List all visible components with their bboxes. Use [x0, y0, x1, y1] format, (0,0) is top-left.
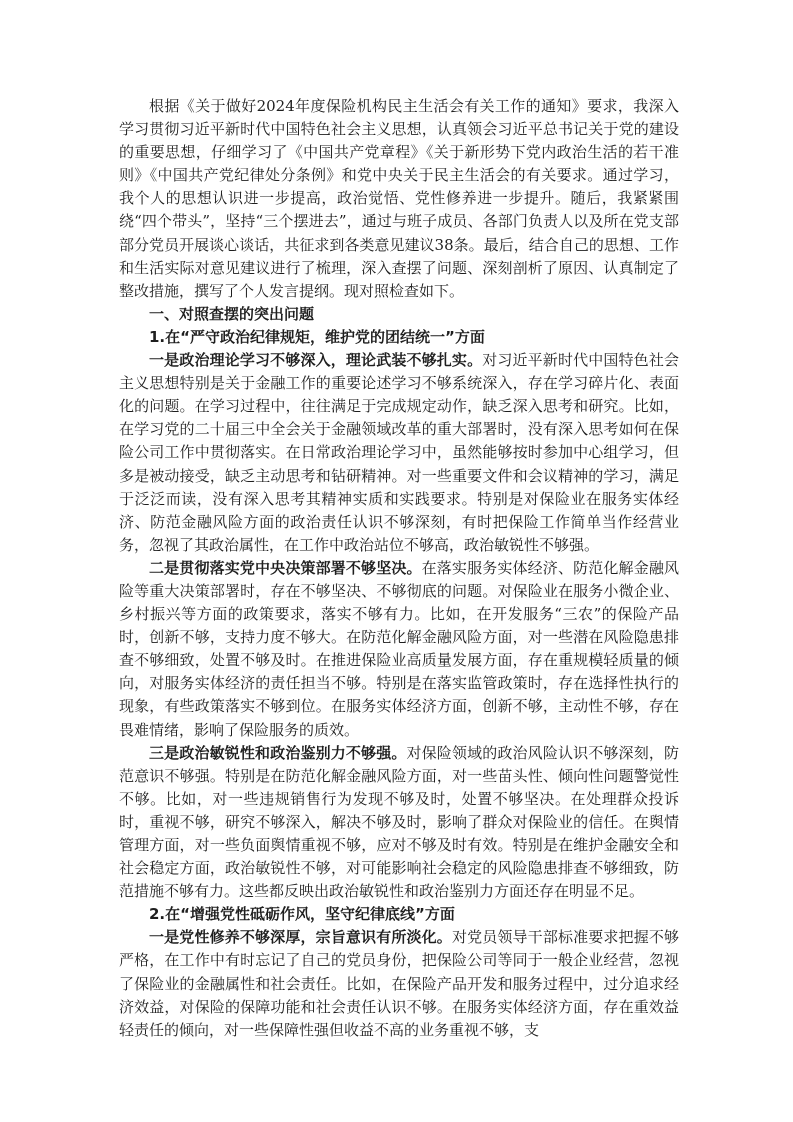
paragraph-2-body: 在落实服务实体经济、防范化解金融风险等重大决策部署时，存在不够坚决、不够彻底的问题。对保险业在服务小微企业、乡村振兴等方面的政策要求，落实不够有力。比如，在开发服务“三农”的保险产品时，创新不够，支持力度不够大。在防范化解金融风险方面，对一些潜在风险隐患排查不够细致，处置不够及时。在推进保险业高质量发展方面，存在重规模轻质量的倾向，对服务实体经济的责任担当不够。特别是在落实监管政策时，存在选择性执行的现象，有些政策落实不够到位。在服务实体经济方面，创新不够，主动性不够，存在畏难情绪，影响了保险服务的质效。: [119, 558, 679, 739]
paragraph-3-lead: 三是政治敏锐性和政治鉴别力不够强。: [149, 743, 407, 762]
paragraph-4-lead: 一是党性修养不够深厚，宗旨意识有所淡化。: [149, 928, 452, 947]
paragraph-3-body: 对保险领域的政治风险认识不够深刻，防范意识不够强。特别是在防范化解金融风险方面，对一些苗头性、倾向性问题警觉性不够。比如，对一些违规销售行为发现不够及时，处置不够坚决。在处理群众投诉时，重视不够，研究不够深入，解决不够及时，影响了群众对保险业的信任。在舆情管理方面，对一些负面舆情重视不够，应对不够及时有效。特别是在维护金融安全和社会稳定方面，政治敏锐性不够，对可能影响社会稳定的风险隐患排查不够细致，防范措施不够有力。这些都反映出政治敏锐性和政治鉴别力方面还存在明显不足。: [119, 743, 679, 901]
paragraph-3: [119, 742, 679, 904]
subsection-title-1: 1.在“严守政治纪律规矩，维护党的团结统一”方面: [149, 327, 485, 346]
document-page: [119, 95, 679, 1042]
paragraph-1-body: 对习近平新时代中国特色社会主义思想特别是关于金融工作的重要论述学习不够系统深入，存在学习碎片化、表面化的问题。在学习过程中，往往满足于完成规定动作，缺乏深入思考和研究。比如，在学习党的二十届三中全会关于金融领域改革的重大部署时，没有深入思考如何在保险公司工作中贯彻落实。在日常政治理论学习中，虽然能够按时参加中心组学习，但多是被动接受，缺乏主动思考和钻研精神。对一些重要文件和会议精神的学习，满足于泛泛而读，没有深入思考其精神实质和实践要求。特别是对保险业在服务实体经济、防范金融风险方面的政治责任认识不够深刻，有时把保险工作简单当作经营业务，忽视了其政治属性，在工作中政治站位不够高，政治敏锐性不够强。: [119, 351, 679, 554]
subsection-title-2: 2.在“增强党性砥砺作风，坚守纪律底线”方面: [149, 905, 455, 924]
paragraph-4: [119, 926, 679, 1041]
paragraph-2-lead: 二是贯彻落实党中央决策部署不够坚决。: [149, 558, 422, 577]
section-title: 一、对照查摆的突出问题: [149, 304, 315, 323]
paragraph-1: [119, 349, 679, 557]
paragraph-2: [119, 557, 679, 742]
intro-paragraph: 根据《关于做好2024年度保险机构民主生活会有关工作的通知》要求，我深入学习贯彻习近平新时代中国特色社会主义思想，认真领会习近平总书记关于党的建设的重要思想，仔细学习了《中国共产党章程》《关于新形势下党内政治生活的若干准则》《中国共产党纪律处分条例》和党中央关于民主生活会的有关要求。通过学习，我个人的思想认识进一步提高，政治觉悟、党性修养进一步提升。随后，我紧紧围绕“四个带头”，坚持“三个摆进去”，通过与班子成员、各部门负责人以及所在党支部部分党员开展谈心谈话，共征求到各类意见建议38条。最后，结合自己的思想、工作和生活实际对意见建议进行了梳理，深入查摆了问题、深刻剖析了原因、认真制定了整改措施，撰写了个人发言提纲。现对照检查如下。: [119, 97, 679, 300]
paragraph-4-body: 对党员领导干部标准要求把握不够严格，在工作中有时忘记了自己的党员身份，把保险公司等同于一般企业经营，忽视了保险业的金融属性和社会责任。比如，在保险产品开发和服务过程中，过分追求经济效益，对保险的保障功能和社会责任认识不够。在服务实体经济方面，存在重效益轻责任的倾向，对一些保障性强但收益不高的业务重视不够，支: [119, 928, 679, 1039]
paragraph-1-lead: 一是政治理论学习不够深入，理论武装不够扎实。: [149, 351, 483, 370]
